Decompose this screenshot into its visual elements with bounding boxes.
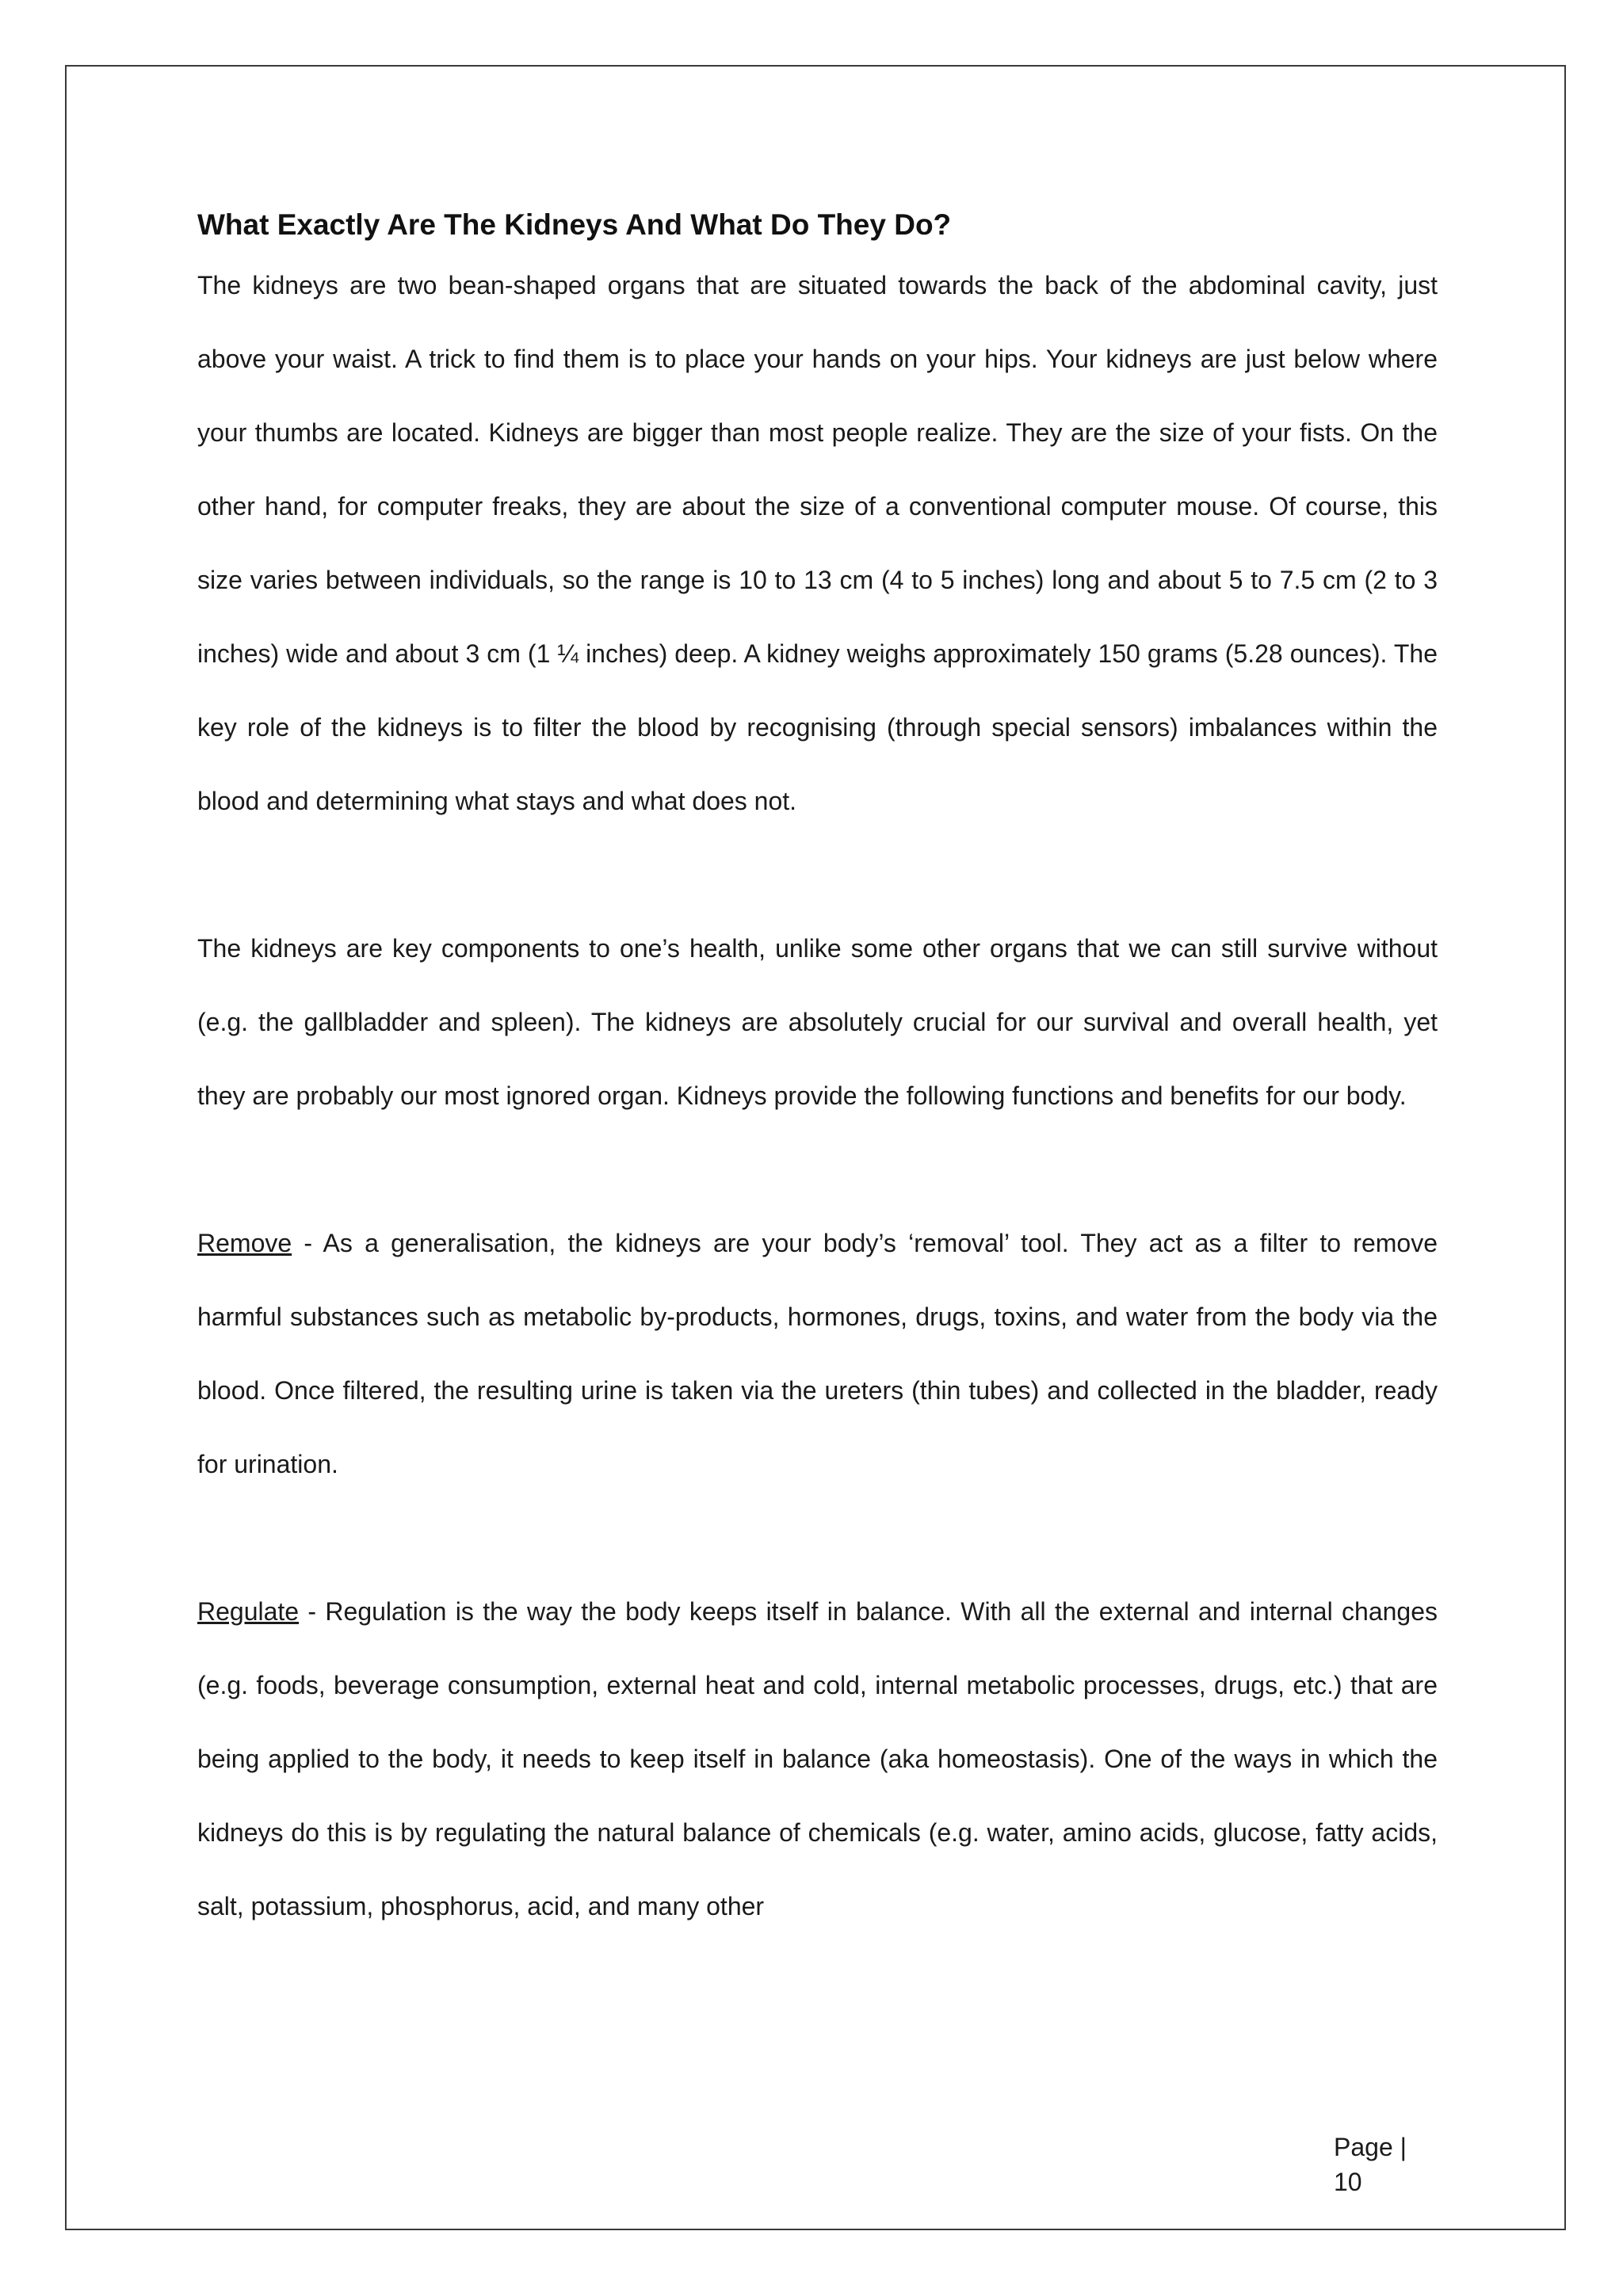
document-body [197,201,1438,1943]
paragraph-gap [197,1133,1438,1207]
list-item-remove [197,1207,1438,1501]
paragraph-gap [197,1501,1438,1575]
page-number [1334,2130,1461,2199]
paragraph-kidney-description: The kidneys are two bean-shaped organs that are situated towards the back of the abdominal cavity, just above your waist. A trick to find them is to place your hands on your hips. Your kidneys are just below where your thumbs are located. Kidneys are bigger than most people realize. They are the size of your fists. On the other hand, for computer freaks, they are about the size of a conventional computer mouse. Of course, this size varies between individuals, so the range is 10 to 13 cm (4 to 5 inches) long and about 5 to 7.5 cm (2 to 3 inches) wide and about 3 cm (1 ¼ inches) deep. A kidney weighs approximately 150 grams (5.28 ounces). The key role of the kidneys is to filter the blood by recognising (through special sensors) imbalances within the blood and determining what stays and what does not. [197,271,1438,815]
list-item-regulate [197,1575,1438,1943]
term-remove-description: - As a generalisation, the kidneys are your body’s ‘removal’ tool. They act as a filter to remove harmful substances such as metabolic by-products, hormones, drugs, toxins, and water from the body via the blood. Once filtered, the resulting urine is taken via the ureters (thin tubes) and collected in the bladder, ready for urination. [197,1229,1438,1478]
term-regulate: Regulate [197,1597,300,1626]
page-number-value: 10 [1334,2168,1362,2196]
term-regulate-description: - Regulation is the way the body keeps itself in balance. With all the external and internal changes (e.g. foods, beverage consumption, external heat and cold, internal metabolic processes, drugs, etc.) that are being applied to the body, it needs to keep itself in balance (aka homeostasis). One of the ways in which the kidneys do this is by regulating the natural balance of chemicals (e.g. water, amino acids, glucose, fatty acids, salt, potassium, phosphorus, acid, and many other [197,1597,1438,1920]
paragraph-gap [197,838,1438,912]
page-label: Page | [1334,2133,1407,2161]
term-remove: Remove [197,1229,292,1257]
paragraph-kidney-importance: The kidneys are key components to one’s health, unlike some other organs that we can still survive without (e.g. the gallbladder and spleen). The kidneys are absolutely crucial for our survival and overall health, yet they are probably our most ignored organ. Kidneys provide the following functions and benefits for our body. [197,934,1438,1110]
section-heading: What Exactly Are The Kidneys And What Do They Do? [197,208,952,241]
